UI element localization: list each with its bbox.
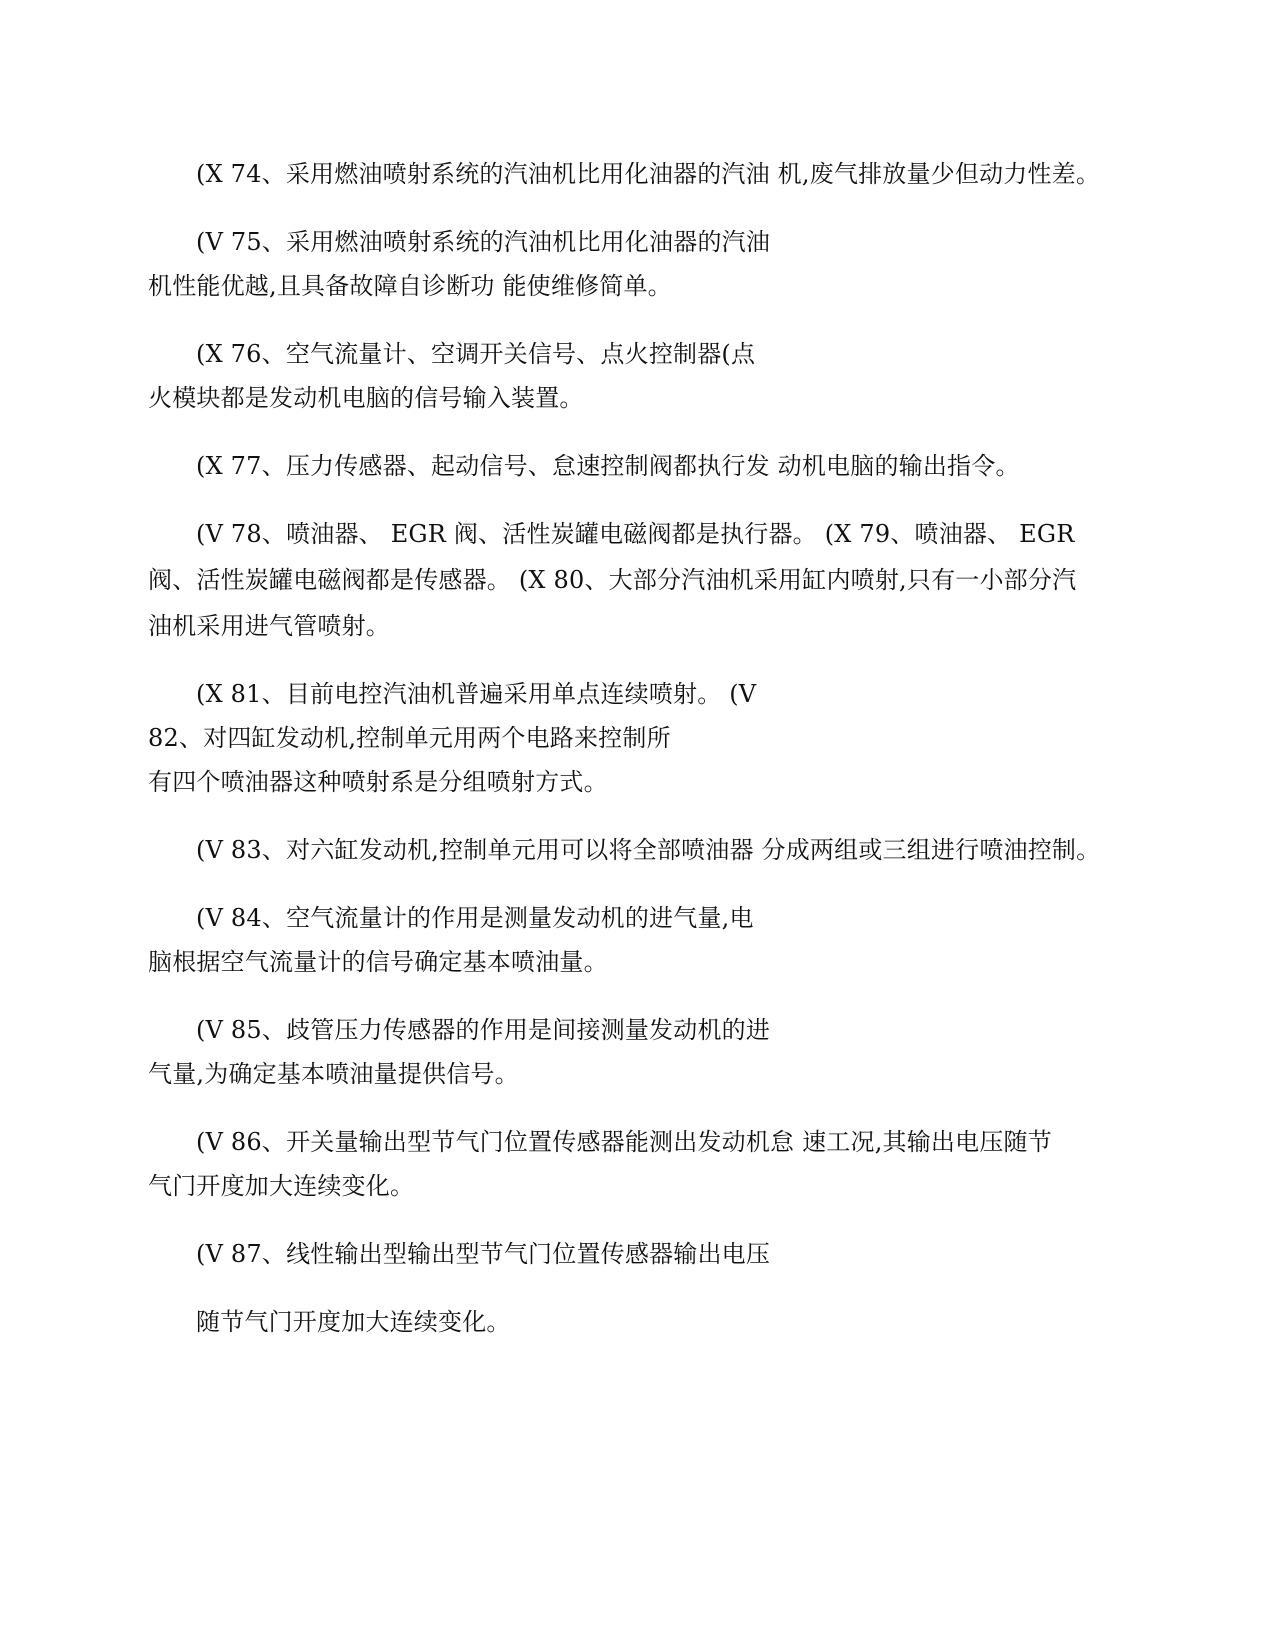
text-line-77: (X 77、压力传感器、起动信号、怠速控制阀都执行发 动机电脑的输出指令。 [196, 452, 1020, 480]
text-line-80b: 油机采用进气管喷射。 [148, 612, 390, 640]
text-line-75a: (V 75、采用燃油喷射系统的汽油机比用化油器的汽油 [196, 228, 771, 256]
text-line-85b: 气量,为确定基本喷油量提供信号。 [148, 1060, 519, 1088]
text-line-76b: 火模块都是发动机电脑的信号输入装置。 [148, 384, 584, 412]
text-line-84a: (V 84、空气流量计的作用是测量发动机的进气量,电 [196, 904, 754, 932]
text-line-78: (V 78、喷油器、 EGR 阀、活性炭罐电磁阀都是执行器。 (X 79、喷油器、 EGR [196, 520, 1075, 548]
text-line-76a: (X 76、空气流量计、空调开关信号、点火控制器(点 [196, 340, 756, 368]
text-line-79-80: 阀、活性炭罐电磁阀都是传感器。 (X 80、大部分汽油机采用缸内喷射,只有一小部分汽 [148, 566, 1077, 594]
text-line-87a: (V 87、线性输出型输出型节气门位置传感器输出电压 [196, 1240, 771, 1268]
text-line-84b: 脑根据空气流量计的信号确定基本喷油量。 [148, 948, 608, 976]
text-line-87b: 随节气门开度加大连续变化。 [196, 1308, 511, 1336]
text-line-86b: 气门开度加大连续变化。 [148, 1172, 415, 1200]
text-line-82b: 有四个喷油器这种喷射系是分组喷射方式。 [148, 768, 608, 796]
text-line-86a: (V 86、开关量输出型节气门位置传感器能测出发动机怠 速工况,其输出电压随节 [196, 1128, 1052, 1156]
text-line-82a: 82、对四缸发动机,控制单元用两个电路来控制所 [148, 724, 671, 752]
text-line-81: (X 81、目前电控汽油机普遍采用单点连续喷射。 (V [196, 680, 757, 708]
text-line-83: (V 83、对六缸发动机,控制单元用可以将全部喷油器 分成两组或三组进行喷油控制。 [196, 836, 1101, 864]
text-line-75b: 机性能优越,且具备故障自诊断功 能使维修简单。 [148, 272, 672, 300]
text-line-85a: (V 85、歧管压力传感器的作用是间接测量发动机的进 [196, 1016, 771, 1044]
text-line-74: (X 74、采用燃油喷射系统的汽油机比用化油器的汽油 机,废气排放量少但动力性差。 [196, 160, 1101, 188]
